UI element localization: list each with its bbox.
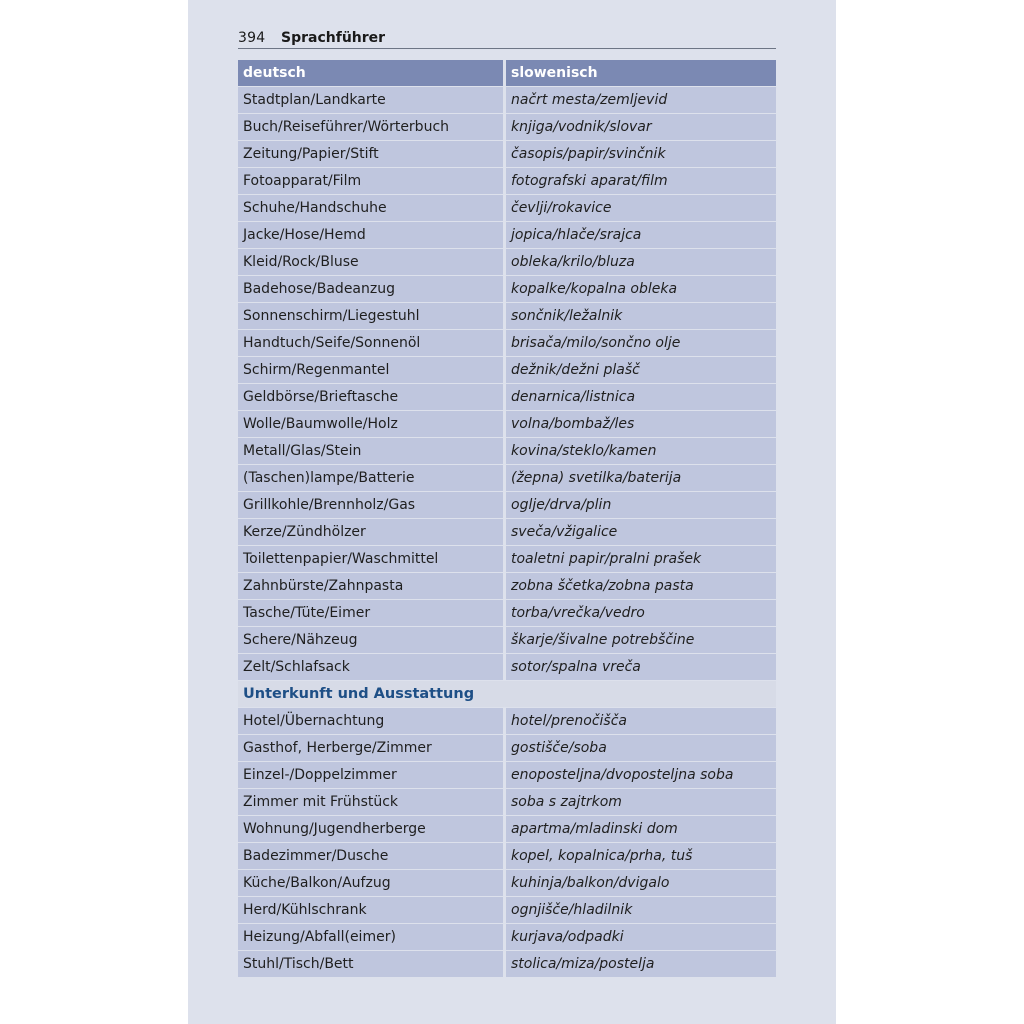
slovenian-term: toaletni papir/pralni prašek xyxy=(506,546,776,572)
slovenian-term: sončnik/ležalnik xyxy=(506,303,776,329)
slovenian-term: sveča/vžigalice xyxy=(506,519,776,545)
slovenian-term: fotografski aparat/film xyxy=(506,168,776,194)
table-row xyxy=(238,519,776,545)
table-row xyxy=(238,708,776,734)
slovenian-term: obleka/krilo/bluza xyxy=(506,249,776,275)
table-row xyxy=(238,843,776,869)
slovenian-term: denarnica/listnica xyxy=(506,384,776,410)
vocabulary-table xyxy=(238,60,776,978)
table-row xyxy=(238,789,776,815)
table-row xyxy=(238,438,776,464)
table-row xyxy=(238,384,776,410)
table-row xyxy=(238,222,776,248)
german-term: Zeitung/Papier/Stift xyxy=(238,141,503,167)
german-term: Zelt/Schlafsack xyxy=(238,654,503,680)
slovenian-term: sotor/spalna vreča xyxy=(506,654,776,680)
german-term: Zimmer mit Frühstück xyxy=(238,789,503,815)
table-row xyxy=(238,195,776,221)
german-term: (Taschen)lampe/Batterie xyxy=(238,465,503,491)
slovenian-term: stolica/miza/postelja xyxy=(506,951,776,977)
table-row xyxy=(238,168,776,194)
german-term: Kleid/Rock/Bluse xyxy=(238,249,503,275)
vocabulary-group-2 xyxy=(238,708,776,977)
vocabulary-group-1 xyxy=(238,87,776,680)
table-row xyxy=(238,870,776,896)
german-term: Badehose/Badeanzug xyxy=(238,276,503,302)
german-term: Stadtplan/Landkarte xyxy=(238,87,503,113)
slovenian-term: časopis/papir/svinčnik xyxy=(506,141,776,167)
german-term: Schuhe/Handschuhe xyxy=(238,195,503,221)
german-term: Toilettenpapier/Waschmittel xyxy=(238,546,503,572)
page-number: 394 xyxy=(238,30,266,46)
table-row xyxy=(238,654,776,680)
german-term: Buch/Reiseführer/Wörterbuch xyxy=(238,114,503,140)
slovenian-term: apartma/mladinski dom xyxy=(506,816,776,842)
slovenian-term: oglje/drva/plin xyxy=(506,492,776,518)
german-term: Zahnbürste/Zahnpasta xyxy=(238,573,503,599)
slovenian-term: volna/bombaž/les xyxy=(506,411,776,437)
table-header-row xyxy=(238,60,776,86)
slovenian-term: soba s zajtrkom xyxy=(506,789,776,815)
table-row xyxy=(238,330,776,356)
german-term: Herd/Kühlschrank xyxy=(238,897,503,923)
slovenian-term: brisača/milo/sončno olje xyxy=(506,330,776,356)
german-term: Wolle/Baumwolle/Holz xyxy=(238,411,503,437)
slovenian-term: načrt mesta/zemljevid xyxy=(506,87,776,113)
slovenian-term: čevlji/rokavice xyxy=(506,195,776,221)
german-term: Stuhl/Tisch/Bett xyxy=(238,951,503,977)
table-row xyxy=(238,303,776,329)
slovenian-term: knjiga/vodnik/slovar xyxy=(506,114,776,140)
slovenian-term: kopel, kopalnica/prha, tuš xyxy=(506,843,776,869)
german-term: Metall/Glas/Stein xyxy=(238,438,503,464)
table-row xyxy=(238,276,776,302)
table-row xyxy=(238,735,776,761)
table-row xyxy=(238,249,776,275)
table-row xyxy=(238,411,776,437)
slovenian-term: kurjava/odpadki xyxy=(506,924,776,950)
slovenian-term: zobna ščetka/zobna pasta xyxy=(506,573,776,599)
page-header xyxy=(238,29,776,49)
table-row xyxy=(238,492,776,518)
table-row xyxy=(238,573,776,599)
slovenian-term: dežnik/dežni plašč xyxy=(506,357,776,383)
table-row xyxy=(238,357,776,383)
table-row xyxy=(238,87,776,113)
german-term: Einzel-/Doppelzimmer xyxy=(238,762,503,788)
slovenian-term: jopica/hlače/srajca xyxy=(506,222,776,248)
german-term: Küche/Balkon/Aufzug xyxy=(238,870,503,896)
slovenian-term: hotel/prenočišča xyxy=(506,708,776,734)
table-row xyxy=(238,546,776,572)
slovenian-term: kovina/steklo/kamen xyxy=(506,438,776,464)
column-header-deutsch: deutsch xyxy=(238,60,503,86)
slovenian-term: kopalke/kopalna obleka xyxy=(506,276,776,302)
table-row xyxy=(238,114,776,140)
german-term: Geldbörse/Brieftasche xyxy=(238,384,503,410)
german-term: Hotel/Übernachtung xyxy=(238,708,503,734)
table-row xyxy=(238,951,776,977)
slovenian-term: gostišče/soba xyxy=(506,735,776,761)
section-heading: Unterkunft und Ausstattung xyxy=(238,681,776,707)
slovenian-term: kuhinja/balkon/dvigalo xyxy=(506,870,776,896)
german-term: Schirm/Regenmantel xyxy=(238,357,503,383)
german-term: Badezimmer/Dusche xyxy=(238,843,503,869)
slovenian-term: ognjišče/hladilnik xyxy=(506,897,776,923)
slovenian-term: enoposteljna/dvoposteljna soba xyxy=(506,762,776,788)
german-term: Handtuch/Seife/Sonnenöl xyxy=(238,330,503,356)
table-row xyxy=(238,762,776,788)
table-row xyxy=(238,600,776,626)
german-term: Jacke/Hose/Hemd xyxy=(238,222,503,248)
page-title: Sprachführer xyxy=(281,30,386,46)
table-row xyxy=(238,141,776,167)
table-row xyxy=(238,897,776,923)
slovenian-term: (žepna) svetilka/baterija xyxy=(506,465,776,491)
german-term: Wohnung/Jugendherberge xyxy=(238,816,503,842)
german-term: Heizung/Abfall(eimer) xyxy=(238,924,503,950)
table-row xyxy=(238,465,776,491)
german-term: Tasche/Tüte/Eimer xyxy=(238,600,503,626)
slovenian-term: torba/vrečka/vedro xyxy=(506,600,776,626)
german-term: Kerze/Zündhölzer xyxy=(238,519,503,545)
german-term: Sonnenschirm/Liegestuhl xyxy=(238,303,503,329)
slovenian-term: škarje/šivalne potrebščine xyxy=(506,627,776,653)
column-header-slowenisch: slowenisch xyxy=(506,60,776,86)
table-row xyxy=(238,627,776,653)
table-row xyxy=(238,924,776,950)
german-term: Fotoapparat/Film xyxy=(238,168,503,194)
german-term: Grillkohle/Brennholz/Gas xyxy=(238,492,503,518)
table-row xyxy=(238,816,776,842)
german-term: Gasthof, Herberge/Zimmer xyxy=(238,735,503,761)
german-term: Schere/Nähzeug xyxy=(238,627,503,653)
